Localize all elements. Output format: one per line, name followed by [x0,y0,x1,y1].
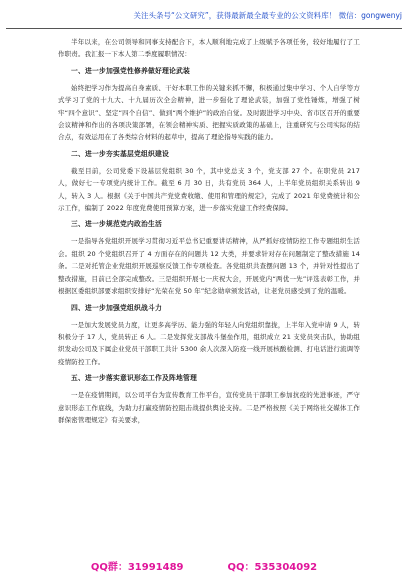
paragraph-section-4: 一是加大发展党员力度，让更多高学历、能力强的年轻人向党组织靠拢，上半年入党申请 9 人，转积极分子 17 人，党员转正 6 人。二是发挥党支部战斗堡垒作用，组织成立 21 支党员突击队，协助组织发动公司及下属企业党员干部职工共计 5300 余人次深入防疫一线开展核酸检测、打电话进行流调等疫情防控工作。 [58,320,360,366]
paragraph-section-1: 始终把学习作为提高自身素质、干好本职工作的关键来抓不懈，积极通过集中学习、个人自学等方式学习了党的十九大、十九届历次全会精神，进一步强化了理论武装，加强了党性锤炼，增强了树牢“四个意识”、坚定“四个自信”、做到“两个维护”的政治自觉。及时跟进学习中央、省市区召开的重要会议精神和作出的各项决策部署，在领会精神实质、把握实质政策的基础上，注重研究与公司实际的结合点，有效运用在了各类综合材料的起草中，提高了理论指导实践的能力。 [58,83,360,142]
page-footer [0,558,408,573]
paragraph-section-2: 截至目前，公司党委下设基层党组织 30 个，其中党总支 3 个，党支部 27 个。在职党员 217 人，做好七一专项党内统计工作。截至 6 月 30 日，共有党员 364 人，上半年党员组织关系转出 9 人，转入 3 人。根据《关于中国共产党党费收缴、使用和管理的规定》，完成了 2021 年党费统计和公示工作，编制了 2022 年度党费使用预算方案，进一步落实党建工作经费保障。 [58,166,360,213]
page-header [6,2,402,29]
document-body [58,36,360,431]
section-heading-2: 二、进一步夯实基层党组织建设 [71,149,169,158]
section-heading-1: 一、进一步加强党性修养做好理论武装 [71,66,190,75]
footer-qq: QQ：535304092 [227,562,318,573]
section-heading-4: 四、进一步加强党组织战斗力 [71,303,162,312]
footer-qq-group: QQ群：31991489 [90,562,184,573]
header-banner: 关注头条号“公文研究”，获得最新最全最专业的公文资料库！ 微信：gongwenyj [133,10,402,20]
paragraph-section-5: 一是在疫情期间，以公司平台为宣传教育工作平台，宣传党员干部职工参加抗疫的先进事迹，严守意识形态工作底线，为助力打赢疫情防控阻击战提供舆论支持。二是严格按照《关于网络社交媒体工作群保密管理规定》有关要求， [58,391,360,424]
section-heading-3: 三、进一步规范党内政治生活 [71,220,162,229]
paragraph-section-3: 一是指导各党组织开展学习贯彻习近平总书记重要讲话精神，从严抓好疫情防控工作专题组织生活会。组织 20 个党组织召开了 4 方面存在的问题共 12 大类，并要求针对存在问题制定了整改措施 14 条。二是对托管企业党组织开展巡察反馈工作专项检查。各党组织共查摆问题 13 个，并针对性提出了整改措施，目前已全部完成整改。三是组织开展七一庆祝大会，开展党内“两优一先”评选表彰工作，并根据区委组织部要求组织安排好“光荣在党 50 年”纪念勋章颁发活动，让老党员感受到了党的温暖。 [58,237,360,296]
section-heading-5: 五、进一步落实意识形态工作及阵地管理 [71,374,197,383]
paragraph-intro: 半年以来，在公司领导和同事支持配合下，本人顺利地完成了上级赋予各项任务，较好地履行了工作职责。我汇报一下本人第二季度履职情况： [58,38,360,59]
